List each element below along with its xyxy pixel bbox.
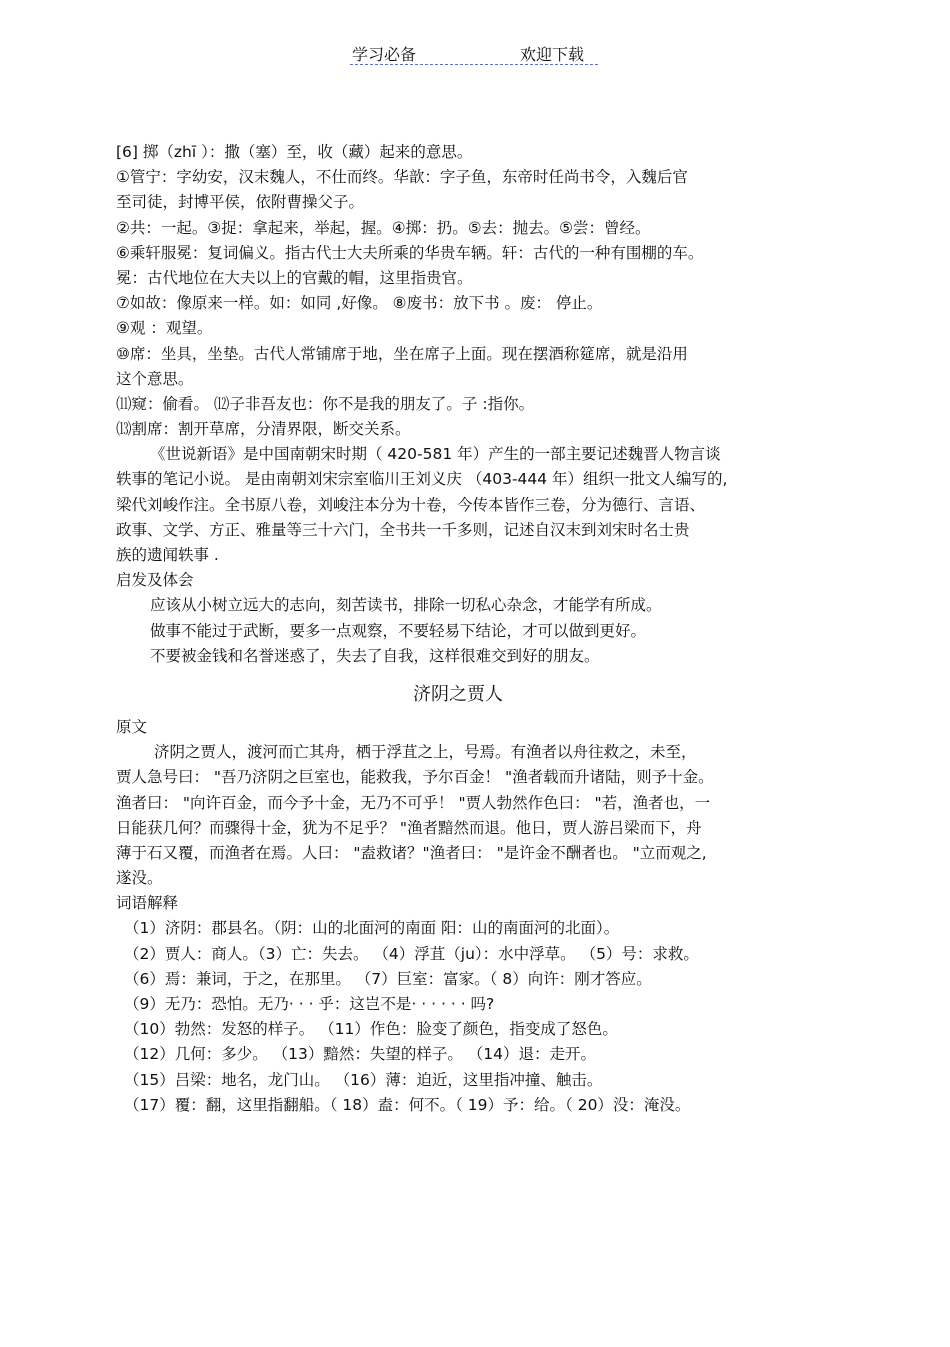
note-line: ②共：一起。③捉：拿起来，举起，握。④掷：扔。⑤去：抛去。⑤尝：曾经。 [116, 218, 651, 237]
note-line: ⑥乘轩服冕：复词偏义。指古代士大夫所乘的华贵车辆。轩：古代的一种有围棚的车。 [116, 243, 704, 262]
intro-paragraph [116, 442, 836, 568]
note-line: 冕：古代地位在大夫以上的官戴的帽，这里指贵官。 [116, 268, 473, 287]
original-line: 济阴之贾人，渡河而亡其舟，栖于浮苴之上，号焉。有渔者以舟往救之，未至， [154, 743, 697, 762]
note-line: ⒀割席：割开草席，分清界限，断交关系。 [116, 420, 411, 439]
note-line: ⑾窥：偷看。 ⑿子非吾友也：你不是我的朋友了。子 :指你。 [116, 394, 535, 413]
inspiration-line: 不要被金钱和名誉迷惑了，失去了自我，这样很难交到好的朋友。 [150, 646, 600, 665]
inspiration-line: 做事不能过于武断，要多一点观察，不要轻易下结论，才可以做到更好。 [150, 621, 647, 640]
document-body [116, 140, 836, 1118]
glossary-line: （10）勃然：发怒的样子。 （11）作色：脸变了颜色，指变成了怒色。 [124, 1020, 618, 1039]
page-header [350, 42, 598, 65]
glossary-line: （12）几何：多少。 （13）黯然：失望的样子。 （14）退：走开。 [124, 1045, 597, 1064]
intro-line: 梁代刘峻作注。全书原八卷，刘峻注本分为十卷，今传本皆作三卷，分为德行、言语、 [116, 495, 706, 514]
note-line: ①管宁：字幼安，汉末魏人，不仕而终。华歆：字子鱼，东帝时任尚书令，入魏后官 [116, 168, 688, 187]
intro-line: 轶事的笔记小说。 是由南朝刘宋宗室临川王刘义庆 （403-444 年）组织一批文人编写的, [116, 470, 728, 489]
story-title: 济阴之贾人 [413, 683, 503, 705]
glossary-line: （2）贾人：商人。（3）亡：失去。 （4）浮苴（ju）：水中浮草。 （5）号：求救。 [124, 944, 699, 963]
glossary-line: （6）焉：兼词，于之，在那里。 （7）巨室：富家。（ 8）向许：刚才答应。 [124, 969, 652, 988]
original-text-section [116, 715, 836, 891]
note-line: ⑩席：坐具，坐垫。古代人常铺席于地，坐在席子上面。现在摆酒称筵席，就是沿用 [116, 344, 688, 363]
note-line: ⑦如故：像原来一样。如：如同 ,好像。 ⑧废书：放下书 。废： 停止。 [116, 294, 603, 313]
header-right-text: 欢迎下载 [520, 45, 585, 64]
notes-section [116, 140, 836, 442]
inspiration-heading: 启发及体会 [116, 571, 194, 590]
glossary-section [116, 891, 836, 1118]
original-heading: 原文 [116, 717, 148, 736]
original-line: 渔者曰： "向许百金，而今予十金，无乃不可乎！ "贾人勃然作色曰： "若，渔者也，一 [116, 793, 711, 812]
glossary-heading: 词语解释 [116, 894, 179, 913]
glossary-line: （17）覆：翻，这里指翻船。（ 18）盍：何不。（ 19）予：给。（ 20）没：淹没。 [124, 1095, 691, 1114]
header-left-text: 学习必备 [352, 45, 417, 64]
glossary-line: （9）无乃：恐怕。无乃· · · 乎：这岂不是· · · · · · 吗? [124, 995, 495, 1013]
glossary-line: （1）济阴：郡县名。（阴：山的北面河的南面 阳：山的南面河的北面）。 [124, 919, 620, 938]
original-line: 遂没。 [116, 869, 163, 888]
note-line: 这个意思。 [116, 369, 194, 388]
original-line: 薄于石又覆，而渔者在焉。人曰： "盍救诸？"渔者曰： "是许金不酬者也。 "立而观之, [116, 843, 707, 862]
glossary-line: （15）吕梁：地名，龙门山。 （16）薄：迫近，这里指冲撞、触击。 [124, 1070, 603, 1089]
original-line: 贾人急号曰： "吾乃济阴之巨室也，能救我，予尔百金！ "渔者载而升诸陆，则予十金。 [116, 768, 714, 787]
note-line: [6] 掷（zhī ）：撒（塞）至，收（藏）起来的意思。 [116, 143, 473, 161]
inspiration-section [116, 568, 836, 669]
original-line: 日能获几何？而骤得十金，犹为不足乎？ "渔者黯然而退。他日，贾人游吕梁而下，舟 [116, 818, 702, 837]
intro-line: 《世说新语》是中国南朝宋时期（ 420-581 年）产生的一部主要记述魏晋人物言谈 [150, 445, 721, 464]
inspiration-line: 应该从小树立远大的志向，刻苦读书，排除一切私心杂念，才能学有所成。 [150, 596, 662, 615]
intro-line: 政事、文学、方正、雅量等三十六门，全书共一千多则，记述自汉末到刘宋时名士贵 [116, 520, 690, 539]
intro-line: 族的遗闻轶事 . [116, 546, 219, 564]
note-line: ⑨观 ：观望。 [116, 319, 213, 338]
note-line: 至司徒，封博平侯，依附曹操父子。 [116, 193, 365, 212]
